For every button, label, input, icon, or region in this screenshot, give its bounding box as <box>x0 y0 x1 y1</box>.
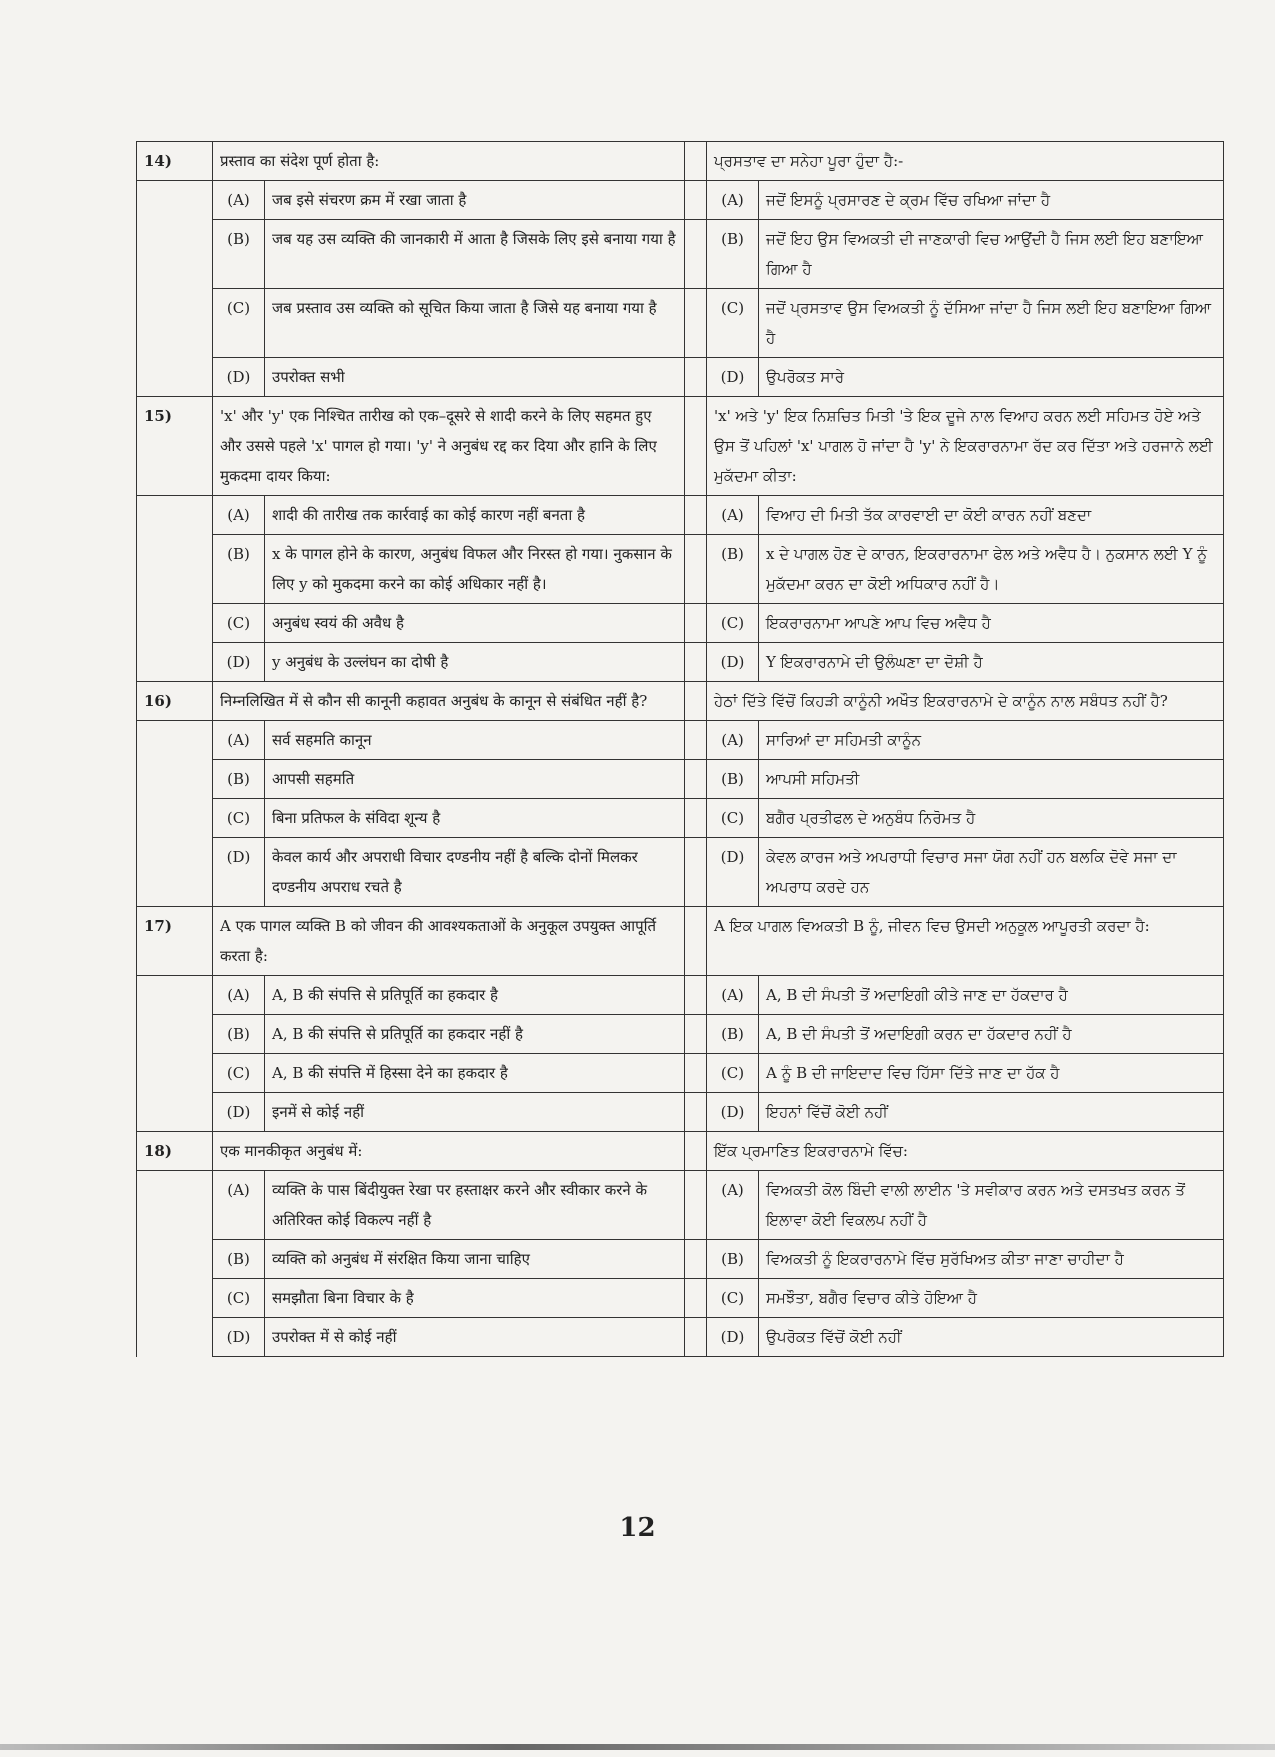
option-label-punjabi: (B) <box>707 535 759 604</box>
option-text-hindi: जब प्रस्ताव उस व्यक्ति को सूचित किया जाता है जिसे यह बनाया गया है <box>265 289 685 358</box>
option-label-hindi: (D) <box>213 643 265 682</box>
option-text-punjabi: ਇਹਨਾਂ ਵਿੱਚੋਂ ਕੋਈ ਨਹੀਂ <box>759 1093 1224 1132</box>
question-text-punjabi: A ਇਕ ਪਾਗਲ ਵਿਅਕਤੀ B ਨੂੰ, ਜੀਵਨ ਵਿਚ ਉਸਦੀ ਅਨੁਕੂਲ ਆਪੂਰਤੀ ਕਰਦਾ ਹੈ: <box>707 907 1224 976</box>
column-gap <box>685 1015 707 1054</box>
column-gap <box>685 142 707 181</box>
option-label-hindi: (C) <box>213 799 265 838</box>
option-label-punjabi: (D) <box>707 643 759 682</box>
column-gap <box>685 682 707 721</box>
question-number-blank <box>137 838 213 907</box>
option-label-punjabi: (C) <box>707 289 759 358</box>
option-text-hindi: जब यह उस व्यक्ति की जानकारी में आता है जिसके लिए इसे बनाया गया है <box>265 220 685 289</box>
option-text-punjabi: x ਦੇ ਪਾਗਲ ਹੋਣ ਦੇ ਕਾਰਨ, ਇਕਰਾਰਨਾਮਾ ਫੇਲ ਅਤੇ ਅਵੈਧ ਹੈ। ਨੁਕਸਾਨ ਲਈ Y ਨੂੰ ਮੁਕੱਦਮਾ ਕਰਨ ਦਾ ਕੋਈ ਅਧਿਕਾਰ ਨਹੀਂ ਹੈ। <box>759 535 1224 604</box>
question-number-blank <box>137 1054 213 1093</box>
question-number-blank <box>137 1318 213 1357</box>
option-row <box>137 496 1224 535</box>
column-gap <box>685 1132 707 1171</box>
option-text-punjabi: ਜਦੋਂ ਇਸਨੂੰ ਪ੍ਰਸਾਰਣ ਦੇ ਕ੍ਰਮ ਵਿੱਚ ਰਖਿਆ ਜਾਂਦਾ ਹੈ <box>759 181 1224 220</box>
option-label-hindi: (D) <box>213 1318 265 1357</box>
option-label-punjabi: (C) <box>707 1279 759 1318</box>
option-label-hindi: (C) <box>213 289 265 358</box>
option-label-hindi: (D) <box>213 358 265 397</box>
option-text-punjabi: ਸਮਝੌਤਾ, ਬਗੈਰ ਵਿਚਾਰ ਕੀਤੇ ਹੋਇਆ ਹੈ <box>759 1279 1224 1318</box>
option-text-punjabi: A, B ਦੀ ਸੰਪਤੀ ਤੋਂ ਅਦਾਇਗੀ ਕਰਨ ਦਾ ਹੱਕਦਾਰ ਨਹੀਂ ਹੈ <box>759 1015 1224 1054</box>
column-gap <box>685 604 707 643</box>
option-row <box>137 643 1224 682</box>
column-gap <box>685 976 707 1015</box>
question-row <box>137 682 1224 721</box>
option-label-hindi: (D) <box>213 838 265 907</box>
column-gap <box>685 838 707 907</box>
question-number-blank <box>137 760 213 799</box>
question-number-blank <box>137 358 213 397</box>
option-text-hindi: बिना प्रतिफल के संविदा शून्य है <box>265 799 685 838</box>
question-number-blank <box>137 289 213 358</box>
option-text-hindi: x के पागल होने के कारण, अनुबंध विफल और निरस्त हो गया। नुकसान के लिए y को मुकदमा करने का कोई अधिकार नहीं है। <box>265 535 685 604</box>
option-row <box>137 1171 1224 1240</box>
column-gap <box>685 799 707 838</box>
option-label-hindi: (B) <box>213 760 265 799</box>
question-text-punjabi: ਪ੍ਰਸਤਾਵ ਦਾ ਸਨੇਹਾ ਪੂਰਾ ਹੁੰਦਾ ਹੈ:- <box>707 142 1224 181</box>
option-label-hindi: (C) <box>213 604 265 643</box>
option-text-hindi: अनुबंध स्वयं की अवैध है <box>265 604 685 643</box>
option-row <box>137 289 1224 358</box>
question-text-hindi: निम्नलिखित में से कौन सी कानूनी कहावत अनुबंध के कानून से संबंधित नहीं है? <box>213 682 685 721</box>
option-row <box>137 535 1224 604</box>
option-text-hindi: इनमें से कोई नहीं <box>265 1093 685 1132</box>
column-gap <box>685 1318 707 1357</box>
option-text-punjabi: A, B ਦੀ ਸੰਪਤੀ ਤੋਂ ਅਦਾਇਗੀ ਕੀਤੇ ਜਾਣ ਦਾ ਹੱਕਦਾਰ ਹੈ <box>759 976 1224 1015</box>
option-row <box>137 181 1224 220</box>
option-text-punjabi: A ਨੂੰ B ਦੀ ਜਾਇਦਾਦ ਵਿਚ ਹਿੱਸਾ ਦਿੱਤੇ ਜਾਣ ਦਾ ਹੱਕ ਹੈ <box>759 1054 1224 1093</box>
column-gap <box>685 397 707 496</box>
question-number: 17) <box>137 907 213 976</box>
question-row <box>137 907 1224 976</box>
option-label-hindi: (C) <box>213 1054 265 1093</box>
option-text-hindi: A, B की संपत्ति में हिस्सा देने का हकदार है <box>265 1054 685 1093</box>
option-text-punjabi: ਬਗੈਰ ਪ੍ਰਤੀਫਲ ਦੇ ਅਨੁਬੰਧ ਨਿਰੋਮਤ ਹੈ <box>759 799 1224 838</box>
option-text-hindi: सर्व सहमति कानून <box>265 721 685 760</box>
option-row <box>137 1054 1224 1093</box>
option-text-punjabi: Y ਇਕਰਾਰਨਾਮੇ ਦੀ ਉਲੰਘਣਾ ਦਾ ਦੋਸ਼ੀ ਹੈ <box>759 643 1224 682</box>
option-row <box>137 976 1224 1015</box>
option-label-punjabi: (A) <box>707 181 759 220</box>
question-number-blank <box>137 220 213 289</box>
option-text-hindi: A, B की संपत्ति से प्रतिपूर्ति का हकदार है <box>265 976 685 1015</box>
option-text-hindi: y अनुबंध के उल्लंघन का दोषी है <box>265 643 685 682</box>
question-number-blank <box>137 1279 213 1318</box>
option-label-punjabi: (D) <box>707 838 759 907</box>
option-label-hindi: (A) <box>213 976 265 1015</box>
option-text-hindi: शादी की तारीख तक कार्रवाई का कोई कारण नहीं बनता है <box>265 496 685 535</box>
column-gap <box>685 1279 707 1318</box>
option-row <box>137 799 1224 838</box>
option-text-punjabi: ਆਪਸੀ ਸਹਿਮਤੀ <box>759 760 1224 799</box>
option-row <box>137 604 1224 643</box>
option-label-punjabi: (D) <box>707 358 759 397</box>
option-label-punjabi: (A) <box>707 496 759 535</box>
option-label-punjabi: (C) <box>707 799 759 838</box>
option-label-hindi: (D) <box>213 1093 265 1132</box>
column-gap <box>685 1240 707 1279</box>
option-label-hindi: (A) <box>213 181 265 220</box>
option-label-punjabi: (D) <box>707 1093 759 1132</box>
question-text-hindi: प्रस्ताव का संदेश पूर्ण होता है: <box>213 142 685 181</box>
question-text-hindi: A एक पागल व्यक्ति B को जीवन की आवश्यकताओं के अनुकूल उपयुक्त आपूर्ति करता है: <box>213 907 685 976</box>
option-row <box>137 838 1224 907</box>
question-number-blank <box>137 976 213 1015</box>
column-gap <box>685 1093 707 1132</box>
question-row <box>137 397 1224 496</box>
question-number: 18) <box>137 1132 213 1171</box>
question-number: 14) <box>137 142 213 181</box>
option-label-hindi: (A) <box>213 721 265 760</box>
option-row <box>137 358 1224 397</box>
column-gap <box>685 358 707 397</box>
question-table <box>136 141 1224 1357</box>
column-gap <box>685 643 707 682</box>
question-number-blank <box>137 1240 213 1279</box>
question-table-frame <box>136 141 1223 1357</box>
option-text-punjabi: ਜਦੋਂ ਪ੍ਰਸਤਾਵ ਉਸ ਵਿਅਕਤੀ ਨੂੰ ਦੱਸਿਆ ਜਾਂਦਾ ਹੈ ਜਿਸ ਲਈ ਇਹ ਬਣਾਇਆ ਗਿਆ ਹੈ <box>759 289 1224 358</box>
question-number-blank <box>137 1093 213 1132</box>
option-text-punjabi: ਵਿਅਕਤੀ ਕੋਲ ਬਿੰਦੀ ਵਾਲੀ ਲਾਈਨ 'ਤੇ ਸਵੀਕਾਰ ਕਰਨ ਅਤੇ ਦਸਤਖਤ ਕਰਨ ਤੋਂ ਇਲਾਵਾ ਕੋਈ ਵਿਕਲਪ ਨਹੀਂ ਹੈ <box>759 1171 1224 1240</box>
option-text-hindi: व्यक्ति को अनुबंध में संरक्षित किया जाना चाहिए <box>265 1240 685 1279</box>
question-text-punjabi: ਹੇਠਾਂ ਦਿੱਤੇ ਵਿੱਚੋਂ ਕਿਹੜੀ ਕਾਨੂੰਨੀ ਅਖੌਤ ਇਕਰਾਰਨਾਮੇ ਦੇ ਕਾਨੂੰਨ ਨਾਲ ਸਬੰਧਤ ਨਹੀਂ ਹੈ? <box>707 682 1224 721</box>
question-number-blank <box>137 1015 213 1054</box>
column-gap <box>685 220 707 289</box>
option-label-punjabi: (A) <box>707 976 759 1015</box>
option-row <box>137 1318 1224 1357</box>
option-label-hindi: (C) <box>213 1279 265 1318</box>
column-gap <box>685 1171 707 1240</box>
question-text-hindi: 'x' और 'y' एक निश्चित तारीख को एक–दूसरे से शादी करने के लिए सहमत हुए और उससे पहले 'x' पागल हो गया। 'y' ने अनुबंध रद्द कर दिया और हानि के लिए मुकदमा दायर किया: <box>213 397 685 496</box>
option-text-hindi: केवल कार्य और अपराधी विचार दण्डनीय नहीं है बल्कि दोनों मिलकर दण्डनीय अपराध रचते है <box>265 838 685 907</box>
option-label-hindi: (B) <box>213 1240 265 1279</box>
option-label-punjabi: (A) <box>707 721 759 760</box>
question-number-blank <box>137 535 213 604</box>
question-number-blank <box>137 181 213 220</box>
option-text-punjabi: ਉਪਰੋਕਤ ਵਿੱਚੋਂ ਕੋਈ ਨਹੀਂ <box>759 1318 1224 1357</box>
column-gap <box>685 496 707 535</box>
option-label-punjabi: (D) <box>707 1318 759 1357</box>
option-label-punjabi: (B) <box>707 1015 759 1054</box>
option-text-hindi: आपसी सहमति <box>265 760 685 799</box>
option-row <box>137 1015 1224 1054</box>
option-label-punjabi: (A) <box>707 1171 759 1240</box>
question-row <box>137 1132 1224 1171</box>
question-number-blank <box>137 496 213 535</box>
column-gap <box>685 907 707 976</box>
column-gap <box>685 181 707 220</box>
option-label-hindi: (B) <box>213 220 265 289</box>
option-label-hindi: (A) <box>213 496 265 535</box>
page-number: 12 <box>619 1513 656 1543</box>
option-text-hindi: व्यक्ति के पास बिंदीयुक्त रेखा पर हस्ताक्षर करने और स्वीकार करने के अतिरिक्त कोई विकल्प नहीं है <box>265 1171 685 1240</box>
question-text-punjabi: 'x' ਅਤੇ 'y' ਇਕ ਨਿਸ਼ਚਿਤ ਮਿਤੀ 'ਤੇ ਇਕ ਦੂਜੇ ਨਾਲ ਵਿਆਹ ਕਰਨ ਲਈ ਸਹਿਮਤ ਹੋਏ ਅਤੇ ਉਸ ਤੋਂ ਪਹਿਲਾਂ 'x' ਪਾਗਲ ਹੋ ਜਾਂਦਾ ਹੈ 'y' ਨੇ ਇਕਰਾਰਨਾਮਾ ਰੱਦ ਕਰ ਦਿੱਤਾ ਅਤੇ ਹਰਜਾਨੇ ਲਈ ਮੁਕੱਦਮਾ ਕੀਤਾ: <box>707 397 1224 496</box>
option-label-hindi: (A) <box>213 1171 265 1240</box>
question-text-punjabi: ਇੱਕ ਪ੍ਰਮਾਣਿਤ ਇਕਰਾਰਨਾਮੇ ਵਿੱਚ: <box>707 1132 1224 1171</box>
option-label-hindi: (B) <box>213 1015 265 1054</box>
option-label-punjabi: (B) <box>707 220 759 289</box>
option-text-punjabi: ਇਕਰਾਰਨਾਮਾ ਆਪਣੇ ਆਪ ਵਿਚ ਅਵੈਧ ਹੈ <box>759 604 1224 643</box>
question-number-blank <box>137 721 213 760</box>
option-row <box>137 1279 1224 1318</box>
option-row <box>137 1093 1224 1132</box>
option-text-punjabi: ਕੇਵਲ ਕਾਰਜ ਅਤੇ ਅਪਰਾਧੀ ਵਿਚਾਰ ਸਜਾ ਯੋਗ ਨਹੀਂ ਹਨ ਬਲਕਿ ਦੋਵੇ ਸਜਾ ਦਾ ਅਪਰਾਧ ਕਰਦੇ ਹਨ <box>759 838 1224 907</box>
question-text-hindi: एक मानकीकृत अनुबंध में: <box>213 1132 685 1171</box>
question-number-blank <box>137 1171 213 1240</box>
option-text-hindi: समझौता बिना विचार के है <box>265 1279 685 1318</box>
option-label-hindi: (B) <box>213 535 265 604</box>
option-text-punjabi: ਵਿਅਕਤੀ ਨੂੰ ਇਕਰਾਰਨਾਮੇ ਵਿੱਚ ਸੁਰੱਖਿਅਤ ਕੀਤਾ ਜਾਣਾ ਚਾਹੀਦਾ ਹੈ <box>759 1240 1224 1279</box>
column-gap <box>685 1054 707 1093</box>
column-gap <box>685 760 707 799</box>
column-gap <box>685 289 707 358</box>
option-text-hindi: उपरोक्त सभी <box>265 358 685 397</box>
bottom-scan-edge <box>0 1744 1275 1750</box>
option-text-punjabi: ਉਪਰੋਕਤ ਸਾਰੇ <box>759 358 1224 397</box>
option-text-hindi: जब इसे संचरण क्रम में रखा जाता है <box>265 181 685 220</box>
option-text-hindi: A, B की संपत्ति से प्रतिपूर्ति का हकदार नहीं है <box>265 1015 685 1054</box>
option-row <box>137 721 1224 760</box>
column-gap <box>685 535 707 604</box>
option-label-punjabi: (C) <box>707 1054 759 1093</box>
option-text-punjabi: ਸਾਰਿਆਂ ਦਾ ਸਹਿਮਤੀ ਕਾਨੂੰਨ <box>759 721 1224 760</box>
question-number: 16) <box>137 682 213 721</box>
question-number-blank <box>137 799 213 838</box>
column-gap <box>685 721 707 760</box>
option-row <box>137 1240 1224 1279</box>
question-row <box>137 142 1224 181</box>
question-number: 15) <box>137 397 213 496</box>
option-label-punjabi: (C) <box>707 604 759 643</box>
option-label-punjabi: (B) <box>707 760 759 799</box>
option-row <box>137 760 1224 799</box>
question-number-blank <box>137 604 213 643</box>
option-text-hindi: उपरोक्त में से कोई नहीं <box>265 1318 685 1357</box>
question-number-blank <box>137 643 213 682</box>
option-text-punjabi: ਵਿਆਹ ਦੀ ਮਿਤੀ ਤੱਕ ਕਾਰਵਾਈ ਦਾ ਕੋਈ ਕਾਰਨ ਨਹੀਂ ਬਣਦਾ <box>759 496 1224 535</box>
option-label-punjabi: (B) <box>707 1240 759 1279</box>
option-row <box>137 220 1224 289</box>
option-text-punjabi: ਜਦੋਂ ਇਹ ਉਸ ਵਿਅਕਤੀ ਦੀ ਜਾਣਕਾਰੀ ਵਿਚ ਆਉਂਦੀ ਹੈ ਜਿਸ ਲਈ ਇਹ ਬਣਾਇਆ ਗਿਆ ਹੈ <box>759 220 1224 289</box>
